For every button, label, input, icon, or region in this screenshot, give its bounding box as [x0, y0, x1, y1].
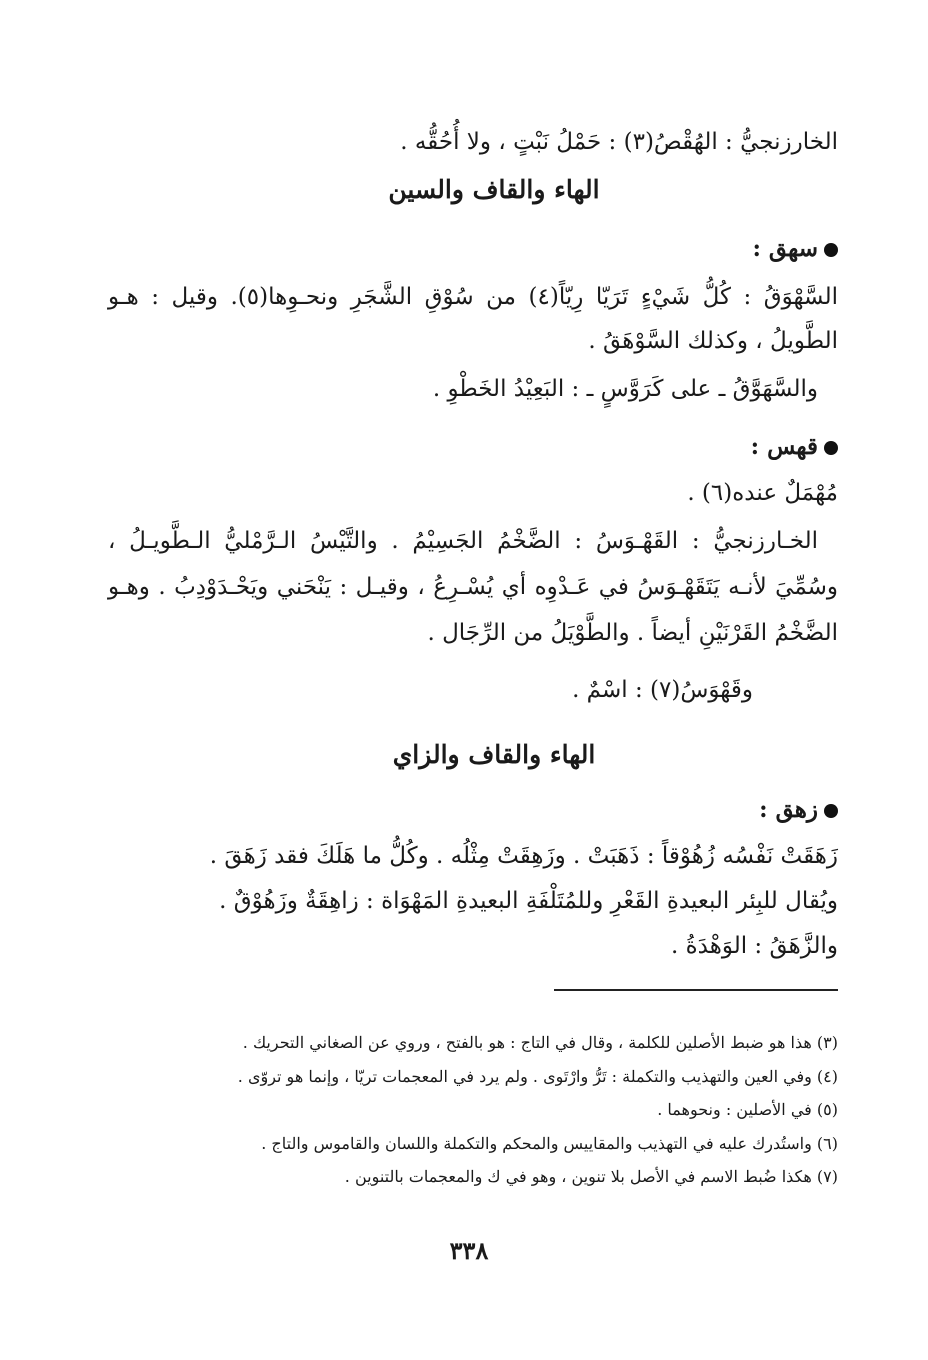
text-line: الضَّخْمُ القَرْنَيْنِ أيضاً . والطَّوْيَلُ من الرِّجَال .: [427, 620, 838, 646]
footnote-divider: [554, 989, 838, 991]
footnote: (٧) هكذا ضُبط الاسم في الأصل بلا تنوين ، وهو في ك والمعجمات بالتنوين .: [344, 1167, 838, 1186]
text-line: السَّهْوَقُ : كُلُّ شَيْءٍ تَرَيّا رِيّاً(٤) من سُوْقِ الشَّجَرِ ونحـوِها(٥). وقيل : هـو: [108, 284, 838, 310]
text-line: والزَّهَقُ : الوَهْدَةُ .: [670, 933, 838, 959]
bullet-icon: [824, 804, 838, 818]
text-line: وسُمِّيَ لأنـه يَتَقَهْـوَسُ في عَـدْوِه أي يُسْـرِعُ ، وقيـل : يَنْحَني ويَحْـدَوْدِبُ . وهـو: [108, 574, 838, 600]
text-line: الخارزنجيُّ : الهُقْصُ(٣) : حَمْلُ نَبْتٍ ، ولا أُحُقُّه .: [400, 129, 838, 155]
entry-header: [752, 235, 838, 262]
entry-header: [759, 796, 838, 823]
bullet-icon: [824, 441, 838, 455]
entry-label: سهق :: [752, 235, 818, 262]
text-line: مُهْمَلٌ عنده(٦) .: [687, 480, 838, 506]
page-number: ٣٣٨: [449, 1236, 489, 1265]
footnote: (٦) واستُدرك عليه في التهذيب والمقاييس والمحكم والتكملة واللسان والقاموس والتاج .: [261, 1134, 838, 1153]
text-line: الطَّويلُ ، وكذلك السَّوْهَقُ .: [588, 328, 838, 354]
entry-label: زهق :: [759, 796, 818, 823]
footnote: (٥) في الأصلين : ونحوهما .: [657, 1100, 838, 1119]
entry-header: [751, 433, 838, 460]
footnote: (٣) هذا هو ضبط الأصلين للكلمة ، وقال في التاج : هو بالفتح ، وروي عن الصغاني التحريك .: [242, 1033, 838, 1052]
text-line: الخـارزنجيُّ : القَهْـوَسُ : الضَّخْمُ الجَسِيْمُ . والتَّيْسُ الـرَّمْليُّ الـطَّويـلُ ،: [108, 528, 818, 554]
section-heading: الهاء والقاف والسين: [388, 175, 600, 204]
text-line: ويُقال للبِئر البعيدةِ القَعْرِ وللمُتَلْفَةِ البعيدةِ المَهْوَاة : زاهِقَةٌ وزَهُوْقٌ .: [219, 888, 838, 914]
footnote: (٤) وفي العين والتهذيب والتكملة : تَرُّ وارْتَوى . ولم يرد في المعجمات تريّا ، وإنما هو تروّى .: [237, 1067, 838, 1086]
entry-label: قهس :: [750, 433, 818, 460]
text-line: زَهَقَتْ نَفْسُه زُهُوْقاً : ذَهَبَتْ . وزَهِقَتْ مِثْلُه . وكُلُّ ما هَلَكَ فقد زَهَقَ .: [209, 843, 838, 869]
bullet-icon: [824, 243, 838, 257]
text-line: وقَهْوَسُ(٧) : اسْمٌ .: [572, 677, 753, 703]
section-heading: الهاء والقاف والزاي: [392, 740, 596, 769]
text-line: والسَّهَوَّقُ ـ على كَرَوَّسٍ ـ : البَعِيْدُ الخَطْوِ .: [432, 376, 818, 402]
